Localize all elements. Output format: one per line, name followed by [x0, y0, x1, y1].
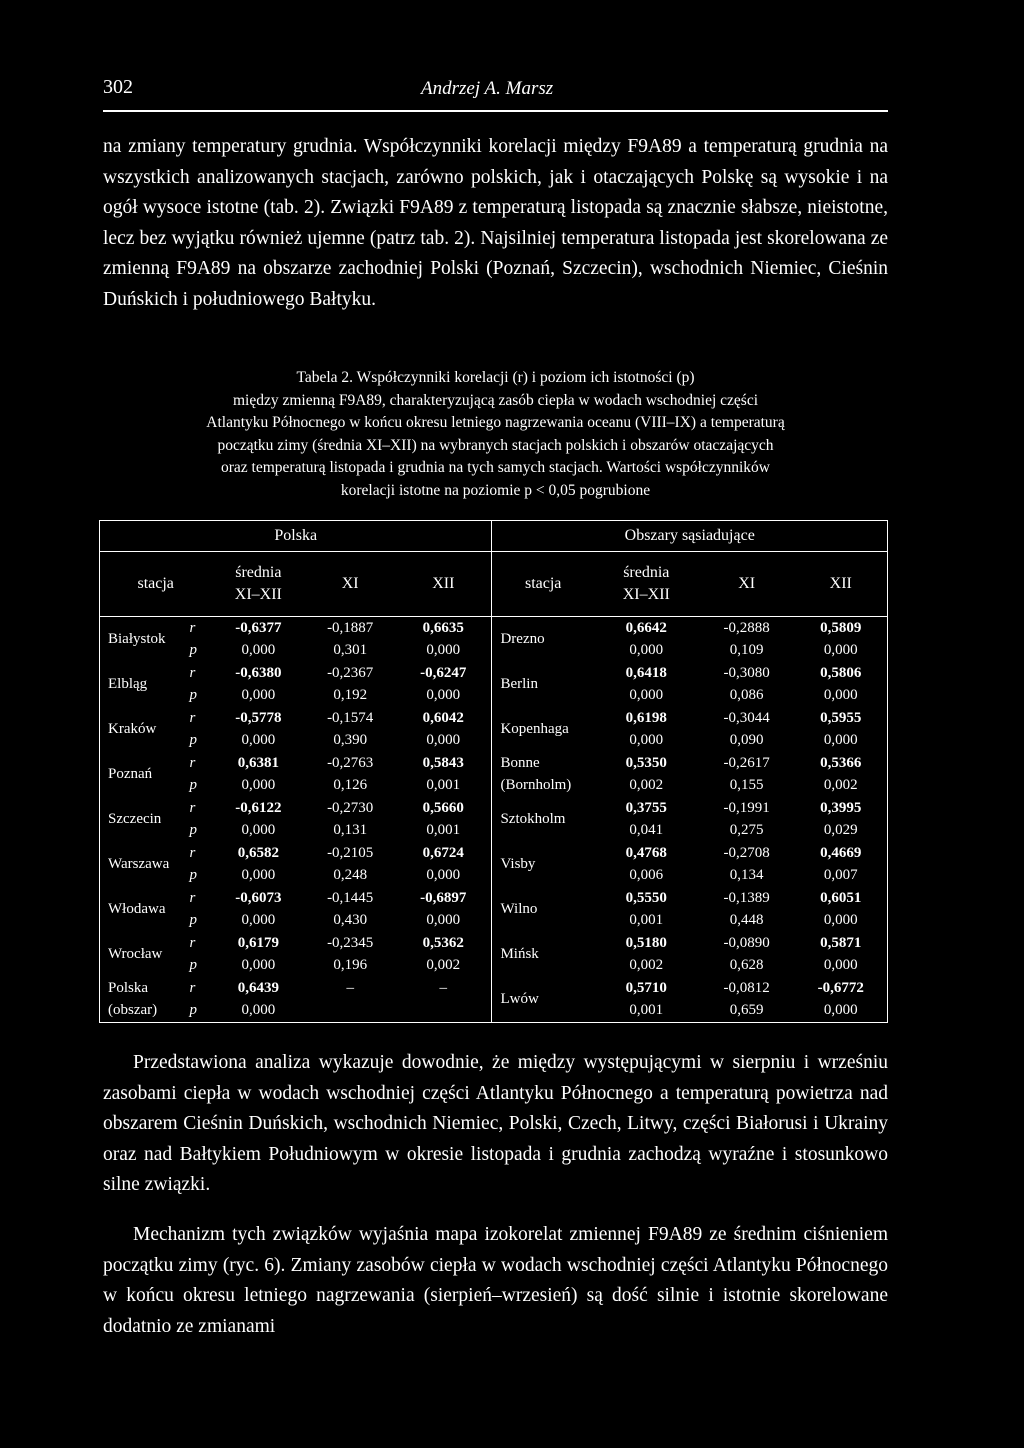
rp-label: r p — [189, 800, 197, 838]
caption-line: Tabela 2. Współczynniki korelacji (r) i poziom ich istotności (p) — [296, 369, 695, 386]
value-cell: -0,1887 0,301 — [327, 620, 374, 658]
value-cell: – — [439, 980, 448, 996]
value-cell: -0,2105 0,248 — [327, 845, 374, 883]
value-cell: -0,3080 0,086 — [723, 665, 770, 703]
table-row — [100, 932, 888, 977]
col-header-mean: średnia XI–XII — [234, 564, 282, 603]
rp-label: r p — [189, 980, 197, 1018]
value-cell: -0,2367 0,192 — [327, 665, 374, 703]
col-header-xii: XII — [432, 575, 455, 592]
value-cell: 0,6179 0,000 — [237, 935, 279, 973]
running-head: Andrzej A. Marsz — [421, 78, 554, 99]
col-header-mean: średnia XI–XII — [622, 564, 670, 603]
col-header-station: stacja — [137, 575, 174, 592]
paragraph-mechanism: Mechanizm tych związków wyjaśnia mapa izokorelat zmiennej F9A89 ze średnim ciśnieniem początku zimy (ryc. 6). Zmiany zasobów ciepła w wodach wschodniej części Atlantyku Północnego w końcu okresu letniego nagrzewania (sierpień–wrzesień) są dość silnie i istotnie skorelowane dodatnio ze zmianami — [103, 1224, 888, 1337]
value-cell: – — [346, 980, 354, 996]
value-cell: -0,2345 0,196 — [327, 935, 374, 973]
caption-line: początku zimy (średnia XI–XII) na wybranych stacjach polskich i obszarów otaczających — [217, 436, 774, 454]
rp-label: r p — [189, 620, 197, 658]
station-name: Elbląg — [108, 675, 148, 692]
caption-line: między zmienną F9A89, charakteryzującą zasób ciepła w wodach wschodniej części — [232, 391, 759, 409]
value-cell: 0,5806 0,000 — [820, 665, 862, 703]
value-cell: 0,5871 0,000 — [820, 935, 862, 973]
correlation-table — [99, 520, 888, 1023]
col-header-xii: XII — [829, 575, 852, 592]
caption-line: korelacji istotne na poziomie p < 0,05 pogrubione — [340, 481, 651, 499]
value-cell: 0,5350 0,002 — [625, 755, 667, 793]
station-name: Visby — [492, 842, 594, 887]
table-row — [100, 707, 888, 752]
value-cell: 0,6635 0,000 — [422, 620, 464, 658]
page-number: 302 — [103, 76, 133, 98]
value-cell: 0,6642 0,000 — [625, 620, 667, 658]
table-row — [100, 842, 888, 887]
value-cell: 0,5809 0,000 — [820, 620, 862, 658]
rp-label: r p — [189, 755, 197, 793]
value-cell: -0,3044 0,090 — [723, 710, 770, 748]
station-name: Wilno — [492, 887, 594, 932]
col-header-xi: XI — [341, 575, 359, 592]
value-cell: -0,5778 0,000 — [235, 710, 282, 748]
station-name: Szczecin — [108, 810, 162, 827]
table-row — [100, 752, 888, 797]
station-name: Kopenhaga — [492, 707, 594, 752]
value-cell: -0,2730 0,131 — [327, 800, 374, 838]
station-name: Warszawa — [108, 855, 170, 872]
table-caption — [103, 367, 888, 503]
value-cell: 0,6381 0,000 — [237, 755, 279, 793]
station-name: Poznań — [108, 765, 153, 782]
value-cell: 0,4669 0,007 — [820, 845, 862, 883]
table-row — [100, 662, 888, 707]
group-header-neighbours: Obszary sąsiadujące — [492, 521, 888, 552]
value-cell: -0,6247 0,000 — [420, 665, 467, 703]
rp-label: r p — [189, 665, 197, 703]
station-name: Kraków — [108, 720, 157, 737]
page-header — [103, 74, 888, 112]
value-cell: 0,5550 0,001 — [625, 890, 667, 928]
value-cell: 0,3995 0,029 — [820, 800, 862, 838]
station-name: Drezno — [492, 617, 594, 663]
station-name: Bonne (Bornholm) — [492, 752, 594, 797]
station-name: Lwów — [492, 977, 594, 1023]
col-header-station: stacja — [492, 552, 594, 617]
value-cell: 0,5180 0,002 — [625, 935, 667, 973]
value-cell: -0,6380 0,000 — [235, 665, 282, 703]
station-name: Wrocław — [108, 945, 163, 962]
value-cell: 0,6582 0,000 — [237, 845, 279, 883]
value-cell: -0,1389 0,448 — [723, 890, 770, 928]
value-cell: -0,2708 0,134 — [723, 845, 770, 883]
rp-label: r p — [189, 935, 197, 973]
rp-label: r p — [189, 890, 197, 928]
value-cell: -0,0890 0,628 — [723, 935, 770, 973]
table-row — [100, 617, 888, 663]
value-cell: 0,6051 0,000 — [820, 890, 862, 928]
rp-label: r p — [189, 845, 197, 883]
paragraph-intro: na zmiany temperatury grudnia. Współczynniki korelacji między F9A89 a temperaturą grudnia na wszystkich analizowanych stacjach, zarówno polskich, jak i otaczających Polskę są wysokie i na ogół wysoce istotne (tab. 2). Związki F9A89 z temperaturą listopada są znacznie słabsze, nieistotne, lecz bez wyjątku również ujemne (patrz tab. 2). Najsilniej temperatura listopada jest skorelowana ze zmienną F9A89 na obszarze zachodniej Polski (Poznań, Szczecin), wschodnich Niemiec, Cieśnin Duńskich i południowego Bałtyku. — [103, 136, 888, 310]
value-cell: -0,6122 0,000 — [235, 800, 282, 838]
station-name: Polska (obszar) — [108, 980, 158, 1018]
value-cell: 0,6418 0,000 — [625, 665, 667, 703]
table-row — [100, 977, 888, 1023]
value-cell: 0,5843 0,001 — [422, 755, 464, 793]
value-cell: -0,2617 0,155 — [723, 755, 770, 793]
value-cell: -0,1991 0,275 — [723, 800, 770, 838]
station-name: Mińsk — [492, 932, 594, 977]
value-cell: 0,5660 0,001 — [422, 800, 464, 838]
value-cell: -0,1445 0,430 — [327, 890, 374, 928]
value-cell: 0,5955 0,000 — [820, 710, 862, 748]
caption-line: oraz temperaturą listopada i grudnia na tych samych stacjach. Wartości współczynników — [221, 459, 770, 477]
value-cell: 0,3755 0,041 — [625, 800, 667, 838]
value-cell: 0,6724 0,000 — [422, 845, 464, 883]
value-cell: 0,6042 0,000 — [422, 710, 464, 748]
value-cell: -0,1574 0,390 — [327, 710, 374, 748]
value-cell: -0,6377 0,000 — [235, 620, 282, 658]
paragraph-analysis: Przedstawiona analiza wykazuje dowodnie, że między występującymi w sierpniu i wrześniu zasobami ciepła w wodach wschodniej części Atlantyku Północnego a temperaturą powietrza nad obszarem Cieśnin Duńskich, wschodnich Niemiec, Polski, Czech, Litwy, części Białorusi i Ukrainy oraz nad Bałtykiem Południowym w okresie listopada i grudnia zachodzą wyraźne i stosunkowo silne związki. — [103, 1052, 888, 1195]
caption-line: Atlantyku Północnego w końcu okresu letniego nagrzewania oceanu (VIII–IX) a temperaturą — [206, 414, 785, 432]
value-cell: -0,6772 0,000 — [817, 980, 864, 1018]
value-cell: -0,6073 0,000 — [235, 890, 282, 928]
station-name: Białystok — [108, 630, 166, 647]
rp-label: r p — [189, 710, 197, 748]
value-cell: 0,5366 0,002 — [820, 755, 862, 793]
value-cell: 0,6198 0,000 — [625, 710, 667, 748]
value-cell: -0,2763 0,126 — [327, 755, 374, 793]
station-name: Sztokholm — [492, 797, 594, 842]
station-name: Berlin — [492, 662, 594, 707]
table-body — [100, 617, 888, 1023]
value-cell: 0,5710 0,001 — [625, 980, 667, 1018]
col-header-xi: XI — [738, 575, 756, 592]
value-cell: 0,6439 0,000 — [237, 980, 279, 1018]
value-cell: -0,6897 0,000 — [420, 890, 467, 928]
table-row — [100, 887, 888, 932]
value-cell: -0,0812 0,659 — [723, 980, 770, 1018]
group-header-poland: Polska — [100, 521, 492, 552]
table-row — [100, 797, 888, 842]
station-name: Włodawa — [108, 900, 166, 917]
value-cell: 0,5362 0,002 — [422, 935, 464, 973]
value-cell: 0,4768 0,006 — [625, 845, 667, 883]
value-cell: -0,2888 0,109 — [723, 620, 770, 658]
